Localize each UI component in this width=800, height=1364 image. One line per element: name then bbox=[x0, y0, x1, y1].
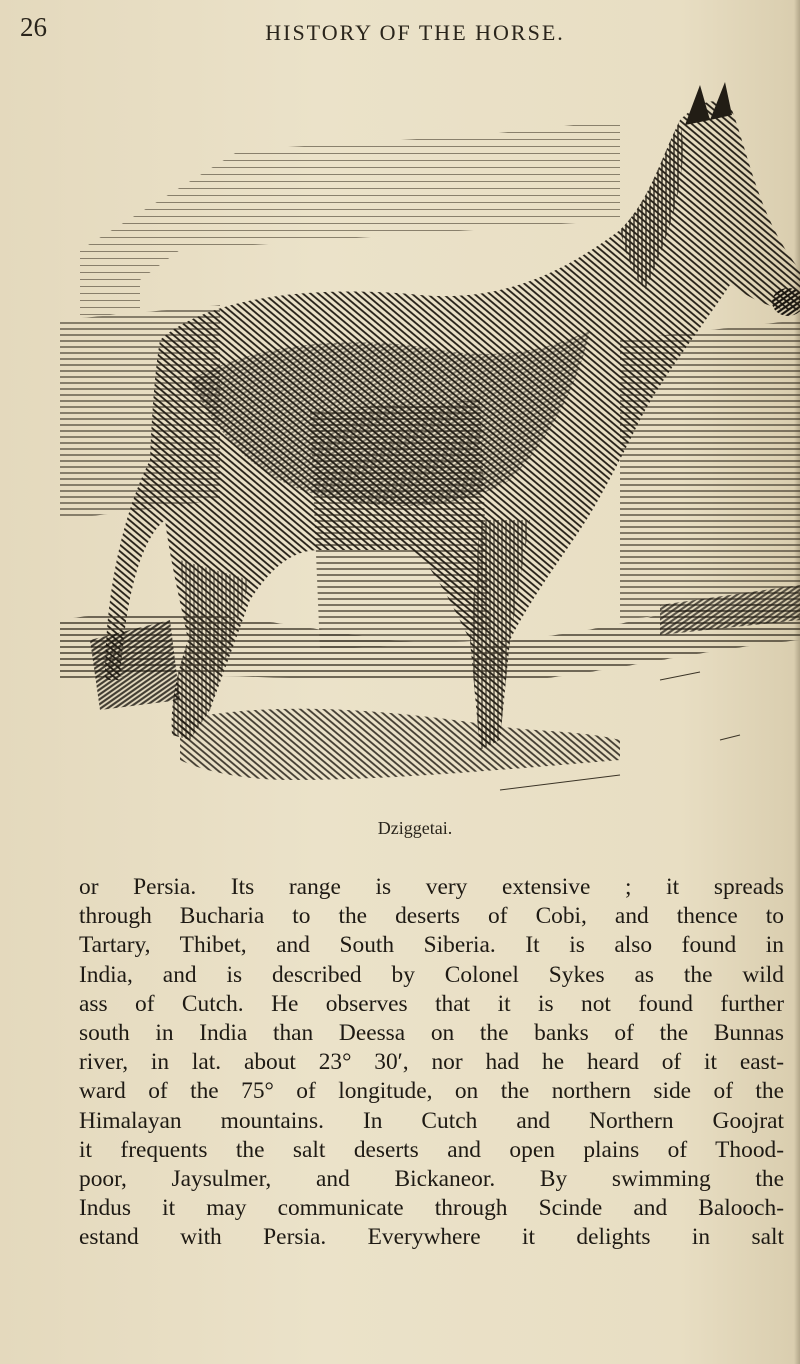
body-paragraph bbox=[79, 873, 784, 1253]
text-line: Himalayan mountains. In Cutch and Northern Goojrat bbox=[79, 1107, 784, 1134]
text-line: Indus it may communicate through Scinde and Balooch- bbox=[79, 1195, 784, 1222]
text-line: or Persia. Its range is very extensive ; it spreads bbox=[79, 874, 784, 900]
text-line: through Bucharia to the deserts of Cobi, and thence to bbox=[79, 903, 784, 930]
text-line: India, and is described by Colonel Sykes as the wild bbox=[79, 961, 784, 988]
text-line: estand with Persia. Everywhere it delights in salt bbox=[79, 1224, 784, 1251]
running-title: HISTORY OF THE HORSE. bbox=[265, 20, 565, 45]
text-line: river, in lat. about 23° 30′, nor had he heard of it east- bbox=[79, 1049, 784, 1076]
page-edge-shadow bbox=[794, 0, 800, 1364]
text-line: ward of the 75° of longitude, on the northern side of the bbox=[79, 1078, 784, 1105]
figure-caption: Dziggetai. bbox=[377, 818, 453, 838]
page-number: 26 bbox=[20, 12, 47, 42]
text-line: poor, Jaysulmer, and Bickaneor. By swimming the bbox=[79, 1166, 784, 1193]
text-line: south in India than Deessa on the banks of the Bunnas bbox=[79, 1020, 784, 1047]
dziggetai-engraving bbox=[60, 80, 800, 810]
text-line: it frequents the salt deserts and open plains of Thood- bbox=[79, 1136, 784, 1163]
text-line: ass of Cutch. He observes that it is not found further bbox=[79, 990, 784, 1017]
text-line: Tartary, Thibet, and South Siberia. It is also found in bbox=[79, 932, 784, 959]
